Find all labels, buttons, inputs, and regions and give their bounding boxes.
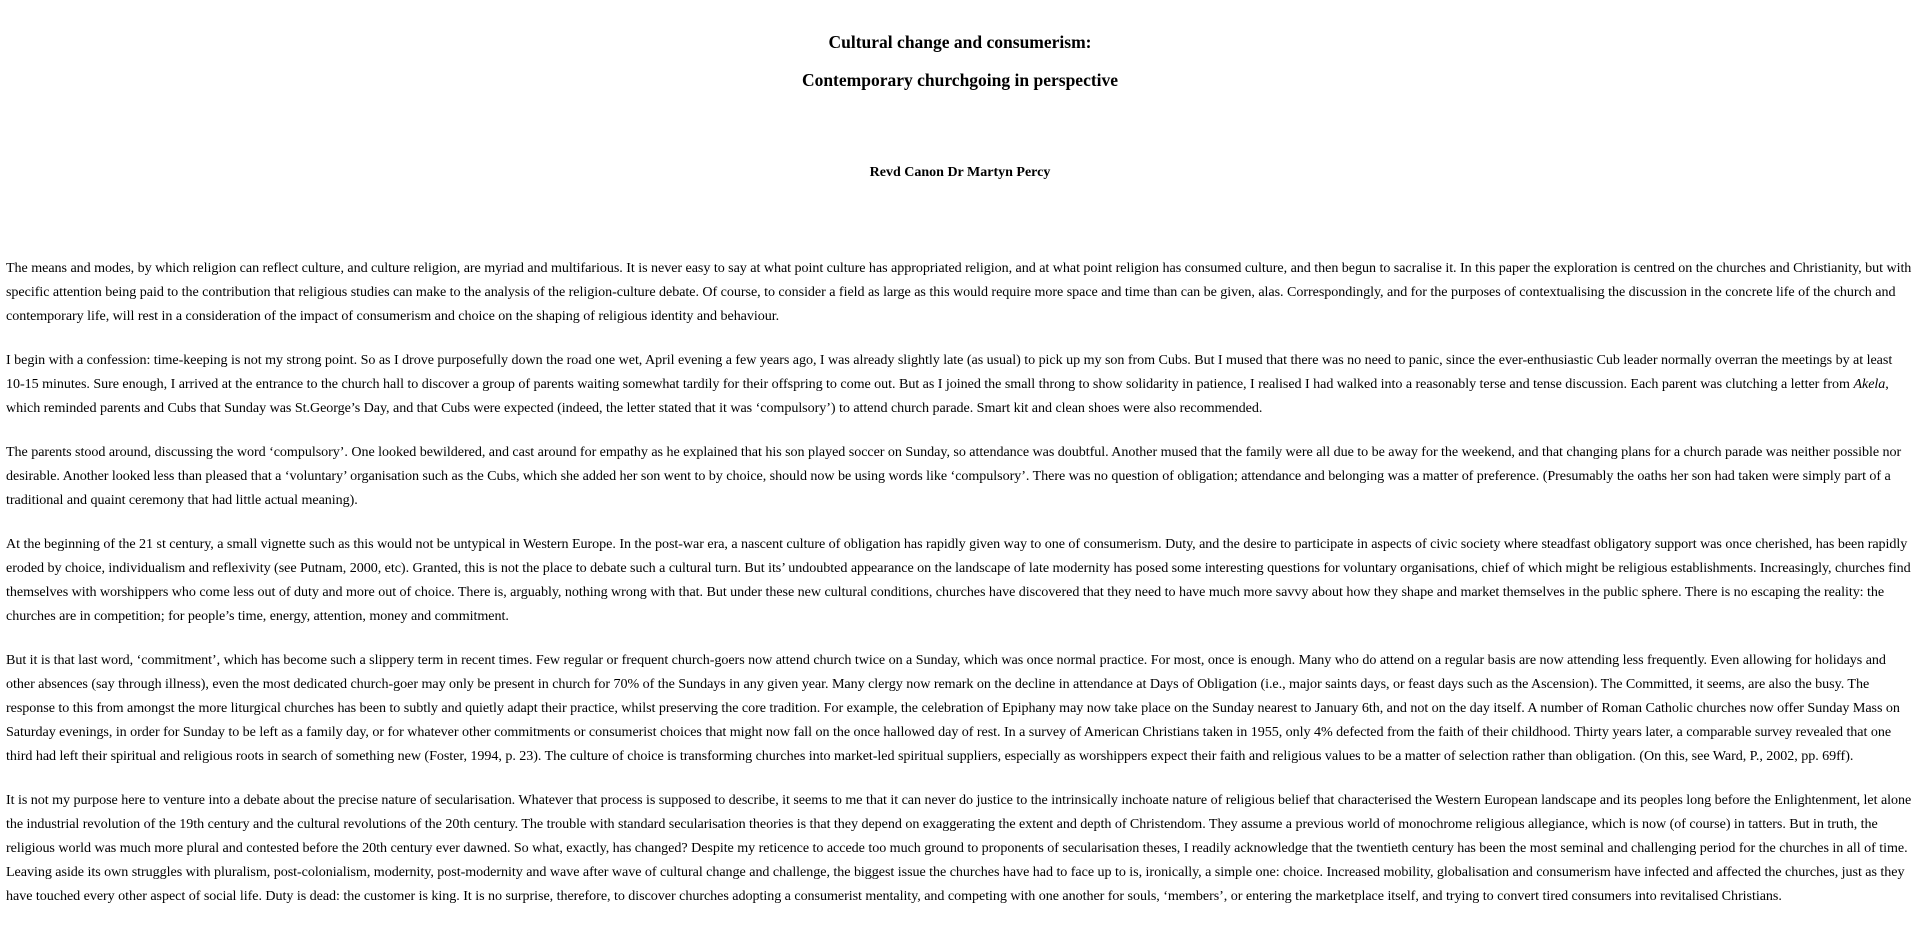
paragraph-4: At the beginning of the 21 st century, a small vignette such as this would not be untypical in Western Europe. In the post-war era, a nascent culture of obligation has rapidly given way to one of consumerism. Duty, and the desire to participate in aspects of civic society where steadfast obligatory support was once cherished, has been rapidly eroded by choice, individualism and reflexivity (see Putnam, 2000, etc). Granted, this is not the place to debate such a cultural turn. But its’ undoubted appearance on the landscape of late modernity has posed some interesting questions for voluntary organisations, chief of which might be religious establishments. Increasingly, churches find themselves with worshippers who come less out of duty and more out of choice. There is, arguably, nothing wrong with that. But under these new cultural conditions, churches have discovered that they need to have much more savvy about how they shape and market themselves in the public sphere. There is no escaping the reality: the churches are in competition; for people’s time, energy, attention, money and commitment.: [6, 536, 1911, 624]
document-subtitle: Contemporary churchgoing in perspective: [801, 70, 1119, 90]
paragraph-6: It is not my purpose here to venture into a debate about the precise nature of secularisation. Whatever that process is supposed to describe, it seems to me that it can never do justice to the intrinsically inchoate nature of religious belief that characterised the Western European landscape and its peoples long before the Enlightenment, let alone the industrial revolution of the 19th century and the cultural revolutions of the 20th century. The trouble with standard secularisation theories is that they depend on exaggerating the extent and depth of Christendom. They assume a previous world of monochrome religious allegiance, which is now (of course) in tatters. But in truth, the religious world was much more plural and contested before the 20th century ever dawned. So what, exactly, has changed? Despite my reticence to accede too much ground to proponents of secularisation theses, I readily acknowledge that the twentieth century has been the most seminal and challenging period for the churches in all of time. Leaving aside its own struggles with pluralism, post-colonialism, modernity, post-modernity and wave after wave of cultural change and challenge, the biggest issue the churches have had to face up to is, ironically, a simple one: choice. Increased mobility, globalisation and consumerism have infected and affected the churches, just as they have touched every other aspect of social life. Duty is dead: the customer is king. It is no surprise, therefore, to discover churches adopting a consumerist mentality, and competing with one another for souls, ‘members’, or entering the marketplace itself, and trying to convert tired consumers into revitalised Christians.: [6, 792, 1912, 904]
author-name: Revd Canon Dr Martyn Percy: [869, 165, 1051, 180]
paragraph-3: The parents stood around, discussing the word ‘compulsory’. One looked bewildered, and cast around for empathy as he explained that his son played soccer on Sunday, so attendance was doubtful. Another mused that the family were all due to be away for the weekend, and that changing plans for a church parade was neither possible nor desirable. Another looked less than pleased that a ‘voluntary’ organisation such as the Cubs, which she added her son went to by choice, should now be using words like ‘compulsory’. There was no question of obligation; attendance and belonging was a matter of preference. (Presumably the oaths her son had taken were simply part of a traditional and quaint ceremony that had little actual meaning).: [6, 444, 1902, 508]
paragraph-5: But it is that last word, ‘commitment’, which has become such a slippery term in recent times. Few regular or frequent church-goers now attend church twice on a Sunday, which was once normal practice. For most, once is enough. Many who do attend on a regular basis are now attending less frequently. Even allowing for holidays and other absences (say through illness), even the most dedicated church-goer may only be present in church for 70% of the Sundays in any given year. Many clergy now remark on the decline in attendance at Days of Obligation (i.e., major saints days, or feast days such as the Ascension). The Committed, it seems, are also the busy. The response to this from amongst the more liturgical churches has been to subtly and quietly adapt their practice, whilst preserving the core tradition. For example, the celebration of Epiphany may now take place on the Sunday nearest to January 6th, and not on the day itself. A number of Roman Catholic churches now offer Sunday Mass on Saturday evenings, in order for Sunday to be left as a family day, or for whatever other commitments or consumerist choices that might now fall on the once hallowed day of rest. In a survey of American Christians taken in 1955, only 4% defected from the faith of their childhood. Thirty years later, a comparable survey revealed that one third had left their spiritual and religious roots in search of something new (Foster, 1994, p. 23). The culture of choice is transforming churches into market-led spiritual suppliers, especially as worshippers expect their faith and religious values to be a matter of selection rather than obligation. (On this, see Ward, P., 2002, pp. 69ff).: [6, 652, 1900, 764]
paragraph-2-text-end: , which reminded parents and Cubs that Sunday was St.George’s Day, and that Cubs were expected (indeed, the letter stated that it was ‘compulsory’) to attend church parade. Smart kit and clean shoes were also recommended.: [6, 376, 1889, 416]
paragraph-2-text-start: I begin with a confession: time-keeping is not my strong point. So as I drove purposefully down the road one wet, April evening a few years ago, I was already slightly late (as usual) to pick up my son from Cubs. But I mused that there was no need to panic, since the ever-enthusiastic Cub leader normally overran the meetings by at least 10-15 minutes. Sure enough, I arrived at the entrance to the church hall to discover a group of parents waiting somewhat tardily for their offspring to come out. But as I joined the small throng to show solidarity in patience, I realised I had walked into a reasonably terse and tense discussion. Each parent was clutching a letter from: [6, 352, 1893, 392]
document-title: Cultural change and consumerism:: [828, 32, 1092, 52]
paragraph-2-italic-term: Akela: [1853, 376, 1886, 392]
document-body: [6, 256, 1914, 908]
paragraph-2: [6, 348, 1914, 420]
paragraph-1: The means and modes, by which religion can reflect culture, and culture religion, are myriad and multifarious. It is never easy to say at what point culture has appropriated religion, and at what point religion has consumed culture, and then begun to sacralise it. In this paper the exploration is centred on the churches and Christianity, but with specific attention being paid to the contribution that religious studies can make to the analysis of the religion-culture debate. Of course, to consider a field as large as this would require more space and time than can be given, alas. Correspondingly, and for the purposes of contextualising the discussion in the concrete life of the church and contemporary life, will rest in a consideration of the impact of consumerism and choice on the shaping of religious identity and behaviour.: [6, 260, 1912, 324]
